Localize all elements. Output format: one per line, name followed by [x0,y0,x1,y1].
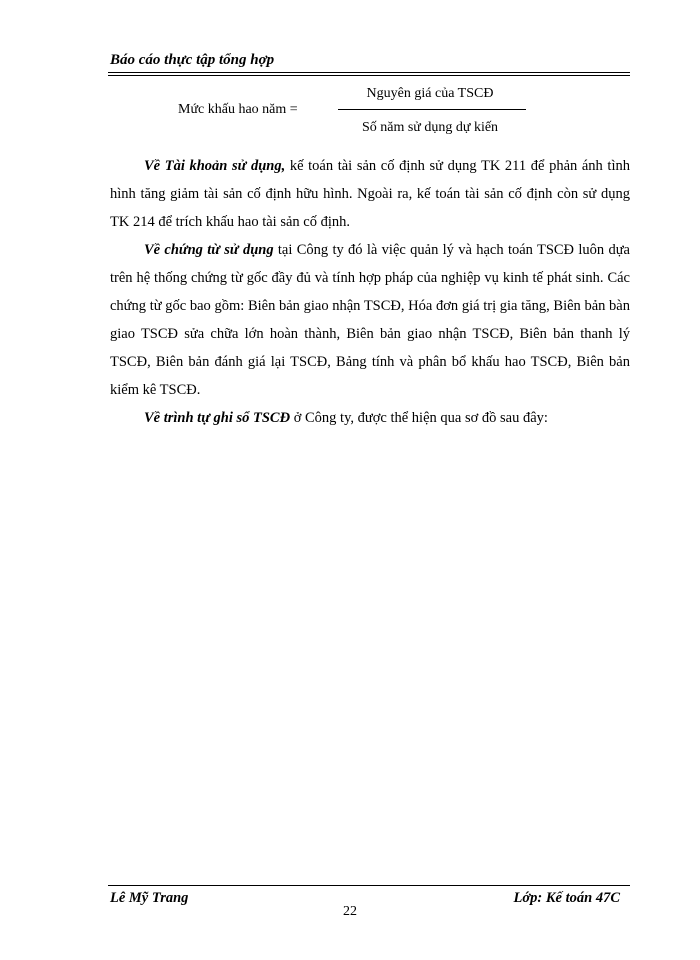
paragraph-text: ở Công ty, được thể hiện qua sơ đồ sau đây: [290,410,548,426]
paragraph-procedure [110,404,630,432]
header-title: Báo cáo thực tập tổng hợp [110,52,275,68]
footer-author: Lê Mỹ Trang [110,890,189,906]
footer-rule [108,885,630,886]
header-rule-thin [108,75,630,76]
paragraph-documents [110,236,630,404]
paragraph-text: tại Công ty đó là việc quản lý và hạch toán TSCĐ luôn dựa trên hệ thống chứng từ gốc đầy đủ và tính hợp pháp của nghiệp vụ kinh tế phát sinh. Các chứng từ gốc bao gồm: Biên bản giao nhận TSCĐ, Hóa đơn giá trị gia tăng, Biên bản bàn giao TSCĐ sửa chữa lớn hoàn thành, Biên bản giao nhận TSCĐ, Biên bản thanh lý TSCĐ, Biên bản đánh giá lại TSCĐ, Bảng tính và phân bổ khấu hao TSCĐ, Biên bản kiểm kê TSCĐ. [110,242,630,398]
fraction-bar [338,109,526,110]
paragraph-text: kế toán tài sản cố định sử dụng TK 211 để phản ánh tình hình tăng giảm tài sản cố định hữu hình. Ngoài ra, kế toán tài sản cố định còn sử dụng TK 214 để trích khấu hao tài sản cố định. [110,158,630,230]
formula-denominator: Số năm sử dụng dự kiến [361,120,499,135]
paragraph-accounts [110,152,630,236]
body-text [110,152,630,432]
paragraph-lead: Về Tài khoản sử dụng, [144,158,286,174]
formula-label: Mức khấu hao năm = [178,102,298,117]
formula-numerator: Nguyên giá của TSCĐ [366,86,494,101]
paragraph-lead: Về trình tự ghi sổ TSCĐ [144,410,291,426]
paragraph-lead: Về chứng từ sử dụng [144,242,274,258]
page-number: 22 [343,904,357,919]
footer-class: Lớp: Kế toán 47C [513,890,620,906]
header-rule [108,72,630,73]
